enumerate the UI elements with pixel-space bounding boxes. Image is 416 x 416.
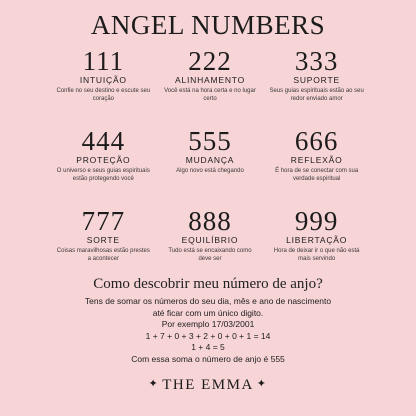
explanation-example: Por exemplo 17/03/2001 — [161, 319, 255, 329]
angel-number-name: SUPORTE — [293, 75, 340, 85]
explanation-result: Com essa soma o número de anjo é 555 — [131, 353, 285, 364]
angel-number-name: INTUIÇÃO — [79, 75, 127, 85]
angel-number-card — [157, 48, 264, 128]
angel-number-card — [263, 48, 370, 128]
question-heading: Como descobrir meu número de anjo? — [93, 276, 323, 292]
brand-name: THE EMMA — [162, 377, 254, 393]
angel-number-name: MUDANÇA — [185, 155, 235, 165]
angel-number-name: LIBERTAÇÃO — [286, 235, 348, 245]
angel-number-card — [50, 128, 157, 208]
sparkle-icon: ✦ — [148, 378, 160, 390]
angel-number-description: Confie no seu destino e escute seu coração — [56, 88, 151, 102]
explanation-block — [80, 296, 336, 365]
angel-number-name: SORTE — [86, 235, 120, 245]
angel-number-card — [157, 128, 264, 208]
angel-number-name: ALINHAMENTO — [174, 75, 246, 85]
angel-number-card — [50, 48, 157, 128]
angel-number-description: Tudo está se encaixando como deve ser — [168, 248, 252, 262]
angel-number: 444 — [81, 126, 126, 156]
angel-number: 777 — [81, 206, 126, 236]
angel-number: 333 — [294, 46, 339, 76]
page-title: ANGEL NUMBERS — [90, 10, 326, 40]
angel-number-description: Algo novo está chegando — [176, 168, 244, 174]
angel-number: 555 — [188, 126, 232, 156]
angel-number-description: Seus guias espirituais estão ao seu redor enviado amor — [269, 88, 364, 102]
angel-number-name: PROTEÇÃO — [76, 155, 131, 165]
angel-number-name: REFLEXÃO — [290, 155, 343, 165]
angel-number: 111 — [82, 46, 125, 76]
angel-number: 666 — [294, 126, 339, 156]
explanation-line: Tens de somar os números do seu dia, mês e ano de nascimento até ficar com um único digito. — [84, 296, 332, 318]
angel-number-description: Você está na hora certa e no lugar certo — [164, 88, 256, 102]
angel-number-name: EQUILÍBRIO — [181, 235, 239, 245]
angel-numbers-grid — [50, 48, 370, 288]
angel-number-description: Coisas maravilhosas estão prestes a acontecer — [56, 248, 150, 262]
angel-number-card — [263, 128, 370, 208]
angel-number: 222 — [188, 46, 232, 76]
explanation-sum-reduced: 1 + 4 = 5 — [191, 342, 225, 352]
brand-signature — [0, 377, 416, 394]
angel-number-description: É hora de se conectar com sua verdade espiritual — [275, 168, 359, 182]
explanation-sum: 1 + 7 + 0 + 3 + 2 + 0 + 0 + 1 = 14 — [145, 330, 271, 341]
angel-number-description: O universo e seus guias espirituais estão protegendo você — [56, 168, 150, 182]
angel-number-description: Hora de deixar ir o que não está mais servindo — [273, 248, 360, 262]
angel-number: 888 — [188, 206, 232, 236]
angel-number: 999 — [294, 206, 339, 236]
sparkle-icon: ✦ — [256, 378, 268, 390]
